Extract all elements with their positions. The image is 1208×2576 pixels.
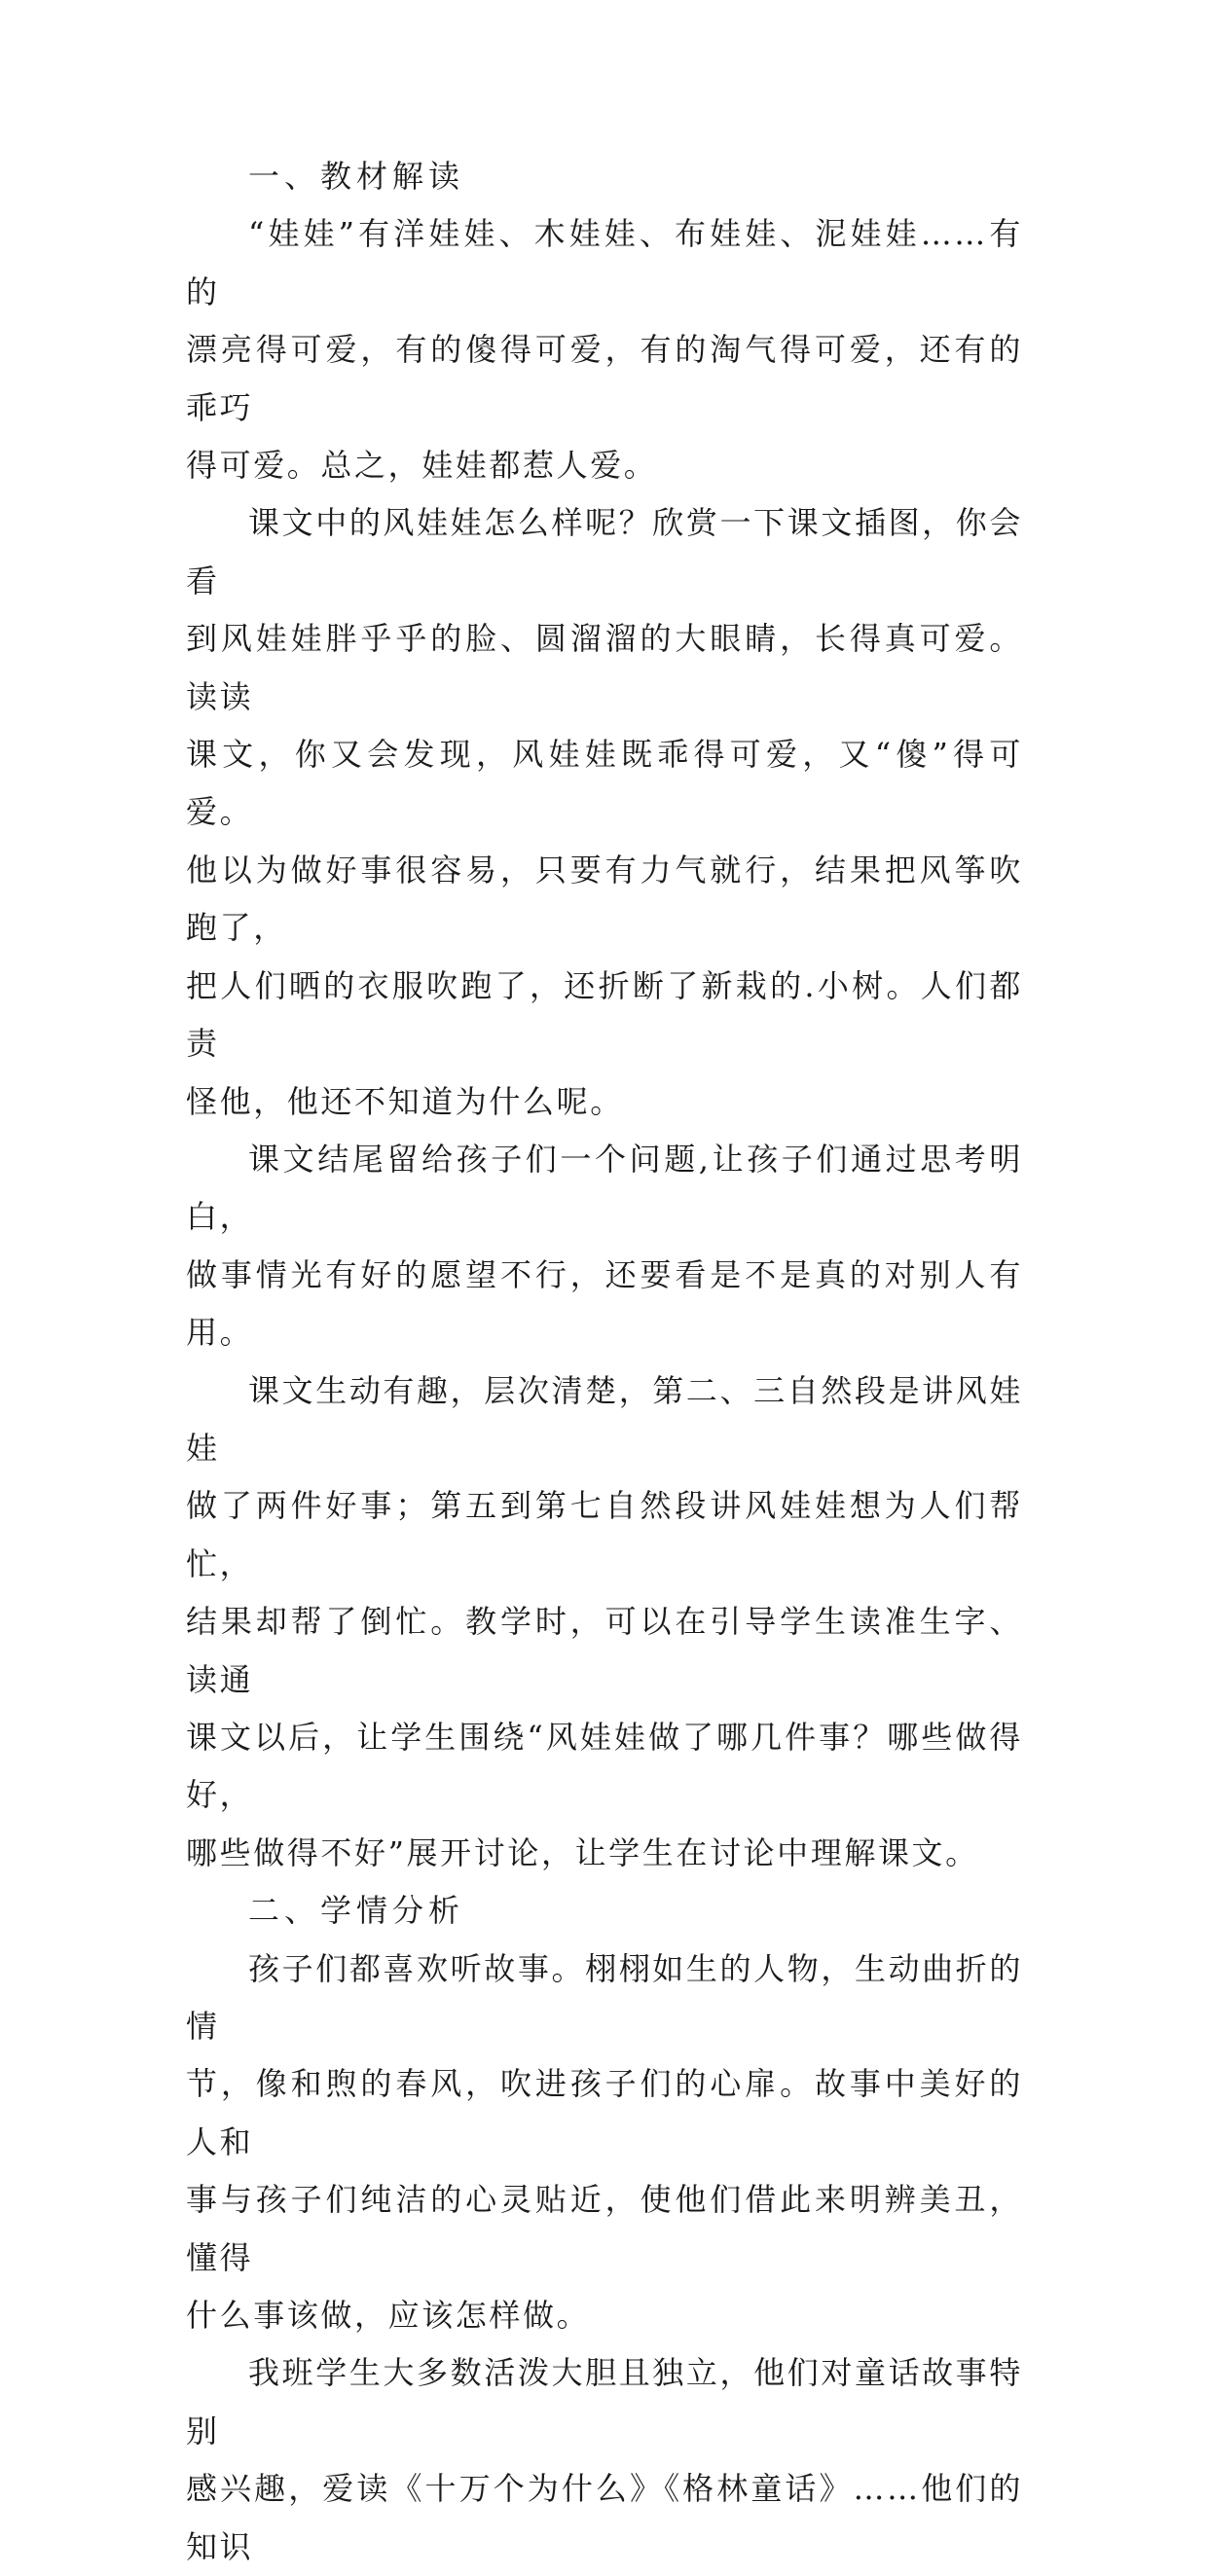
paragraph-dolls: “娃娃”有洋娃娃、木娃娃、布娃娃、泥娃娃……有的 漂亮得可爱，有的傻得可爱，有的淘气得可爱，还有的乖巧 得可爱。总之，娃娃都惹人爱。 [186, 215, 1023, 485]
section-heading-student-analysis: 二、学情分析 [248, 1892, 465, 1930]
document-body [186, 148, 1023, 2576]
paragraph-lesson-structure: 课文生动有趣，层次清楚，第二、三自然段是讲风娃娃 做了两件好事；第五到第七自然段讲风娃娃想为人们帮忙， 结果却帮了倒忙。教学时，可以在引导学生读准生字、读通 课文以后，让学生围绕“风娃娃做了哪几件事？哪些做得好， 哪些做得不好”展开讨论，让学生在讨论中理解课文。 [186, 1371, 1023, 1871]
section-heading-textbook-analysis: 一、教材解读 [248, 158, 465, 195]
paragraph-lesson-ending: 课文结尾留给孩子们一个问题,让孩子们通过思考明白， 做事情光有好的愿望不行，还要看是不是真的对别人有用。 [186, 1140, 1023, 1352]
paragraph-stories: 孩子们都喜欢听故事。栩栩如生的人物，生动曲折的情 节，像和煦的春风，吹进孩子们的心扉。故事中美好的人和 事与孩子们纯洁的心灵贴近，使他们借此来明辨美丑，懂得 什么事该做，应该怎样做。 [186, 1949, 1023, 2335]
paragraph-wind-doll: 课文中的风娃娃怎么样呢？欣赏一下课文插图，你会看 到风娃娃胖乎乎的脸、圆溜溜的大眼睛，长得真可爱。读读 课文，你又会发现，风娃娃既乖得可爱，又“傻”得可爱。 他以为做好事很容易，只要有力气就行，结果把风筝吹跑了， 把人们晒的衣服吹跑了，还折断了新栽的.小树。人们都责 怪他，他还不知道为什么呢。 [186, 504, 1023, 1120]
paragraph-class-students: 我班学生大多数活泼大胆且独立，他们对童话故事特别 感兴趣，爱读《十万个为什么》《格林童话》……他们的知识 [186, 2354, 1023, 2565]
